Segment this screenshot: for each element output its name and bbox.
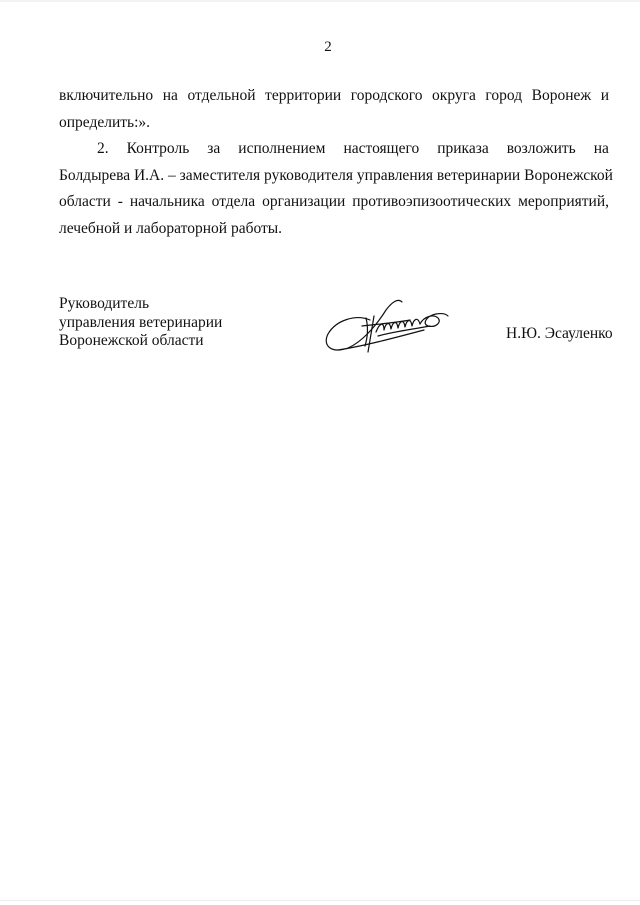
item-2-word: исполнением (238, 140, 326, 157)
item-2-line-2: Болдырева И.А. – заместителя руководителя управления ветеринарии Воронежской (59, 166, 613, 184)
signatory-title-line: управления ветеринарии (59, 313, 223, 331)
document-body (59, 83, 613, 242)
bottom-edge (0, 900, 640, 901)
handwritten-signature (318, 296, 450, 358)
continuation-line-1: включительно на отдельной территории городского округа город Воронеж и (59, 87, 609, 104)
item-2-word: настоящего (343, 140, 420, 157)
item-2-word: возложить (506, 140, 576, 157)
item-2-word: Контроль (126, 140, 190, 157)
top-edge (0, 0, 640, 2)
item-2-first-line (59, 136, 609, 163)
signatory-title (59, 295, 222, 351)
signer-name: Н.Ю. Эсауленко (506, 325, 613, 342)
continuation-line-2: определить:». (59, 113, 151, 131)
item-2-word: приказа (437, 140, 489, 157)
item-2-word: на (593, 140, 609, 157)
item-2-line-3: области - начальника отдела организации противоэпизоотических мероприятий, (59, 193, 609, 210)
page-number: 2 (324, 39, 332, 55)
signatory-title-line: Воронежской области (59, 332, 204, 349)
signatory-title-line: Руководитель (59, 295, 150, 312)
item-2-word: за (207, 140, 221, 157)
item-2-line-4: лечебной и лабораторной работы. (59, 219, 283, 237)
item-2-number: 2. (97, 140, 109, 157)
